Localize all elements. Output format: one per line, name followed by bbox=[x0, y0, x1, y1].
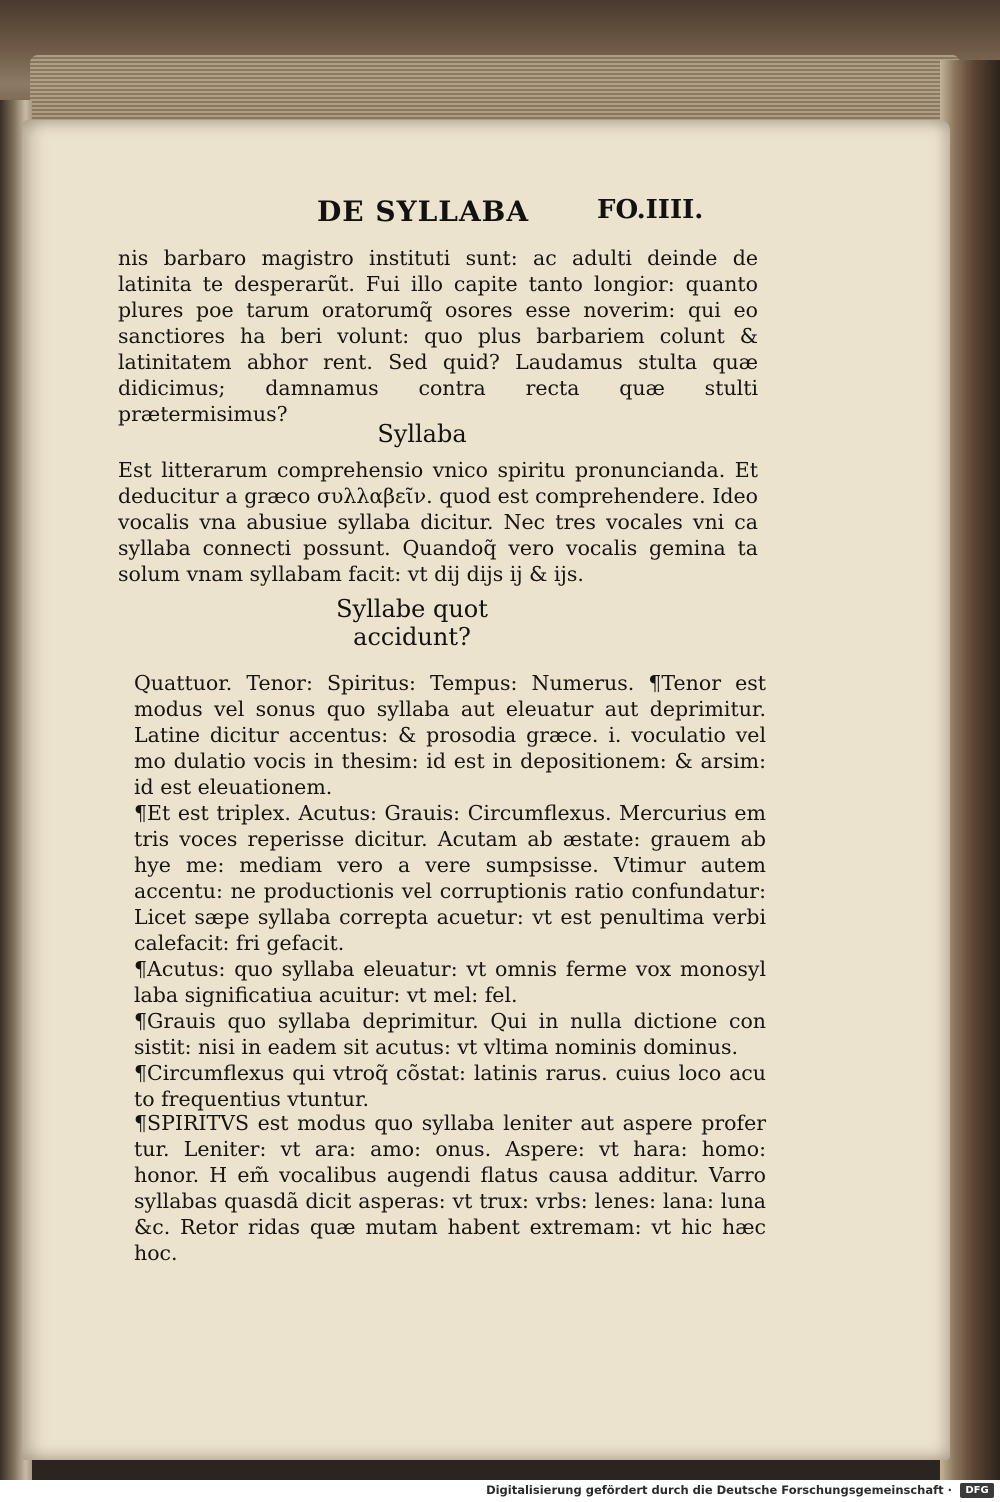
paragraph-text: Quattuor. Tenor: Spiritus: Tempus: Numerus. ¶Tenor est modus vel sonus quo syllaba aut eleuatur aut deprimitur. Latine dicitur accentus: & prosodia græce. i. voculatio vel mo dulatio vocis in thesim: id est in depositionem: & arsim: id est eleuationem. bbox=[134, 671, 766, 799]
paragraph-text: ¶Circumflexus qui vtroq̃ cõstat: latinis rarus. cuius loco acu to frequentius vtuntur. bbox=[134, 1061, 766, 1111]
book-top-edge bbox=[0, 0, 1000, 140]
paragraph-text: ¶SPIRITVS est modus quo syllaba leniter aut aspere profer tur. Leniter: vt ara: amo: onus. Aspere: vt hara: homo: honor. H em̃ vocalibus augendi flatus causa additur. Varro syllabas quasdã dicit asperas: vt trux: vrbs: lenes: lana: luna &c. Retor ridas quæ mutam habent extremam: vt hic hæc hoc. bbox=[134, 1111, 766, 1265]
paragraphs-accidents bbox=[134, 670, 766, 1112]
funding-credit: Digitalisierung gefördert durch die Deutsche Forschungsgemeinschaft · bbox=[486, 1483, 952, 1497]
heading-syllabe-quot bbox=[262, 595, 562, 651]
heading-syllaba: Syllaba bbox=[377, 420, 467, 448]
paragraph-definition bbox=[118, 457, 758, 587]
paragraph-text: ¶Et est triplex. Acutus: Grauis: Circumflexus. Mercurius em tris voces reperisse dicitur. Acutam ab æstate: grauem ab hye me: mediam vero a vere sumpsisse. Vtimur autem accentu: ne productionis vel corruptionis ratio confundatur: Licet sæpe syllaba correpta acuetur: vt est penultima verbi calefacit: fri gefacit. bbox=[134, 801, 766, 955]
running-head bbox=[292, 195, 722, 235]
paragraph-text: Est litterarum comprehensio vnico spiritu pronuncianda. Et deducitur a græco συλλαβεῖν. quod est comprehendere. Ideo vocalis vna abusiue syllaba dicitur. Nec tres vocales vni ca syllaba connecti possunt. Quandoq̃ vero vocalis gemina ta solum vnam syllabam facit: vt dij dijs ij & ijs. bbox=[118, 458, 758, 586]
dfg-logo: DFG bbox=[960, 1483, 994, 1498]
heading-line: accidunt? bbox=[353, 623, 471, 651]
paragraph-opening bbox=[118, 245, 758, 427]
paragraph-spiritus bbox=[134, 1110, 766, 1266]
running-head-title: DE SYLLABA bbox=[317, 195, 530, 228]
heading-line: Syllabe quot bbox=[336, 595, 488, 623]
digitization-footer bbox=[0, 1480, 1000, 1502]
paragraph-text: nis barbaro magistro instituti sunt: ac adulti deinde de latinita te desperarũt. Fui illo capite tanto longior: quanto plures poe tarum oratorumq̃ osores esse noverim: qui eo sanctiores ha beri volunt: quo plus barbariem colunt & latinitatem abhor rent. Sed quid? Laudamus stulta quæ didicimus; damnamus contra recta quæ stulti prætermisimus? bbox=[118, 246, 758, 426]
paragraph-text: ¶Acutus: quo syllaba eleuatur: vt omnis ferme vox monosyl laba significatiua acuitur: vt mel: fel. bbox=[134, 957, 766, 1007]
book-page bbox=[22, 120, 950, 1460]
folio-number: FO.IIII. bbox=[597, 195, 704, 225]
paragraph-text: ¶Grauis quo syllaba deprimitur. Qui in nulla dictione con sistit: nisi in eadem sit acutus: vt vltima nominis dominus. bbox=[134, 1009, 766, 1059]
